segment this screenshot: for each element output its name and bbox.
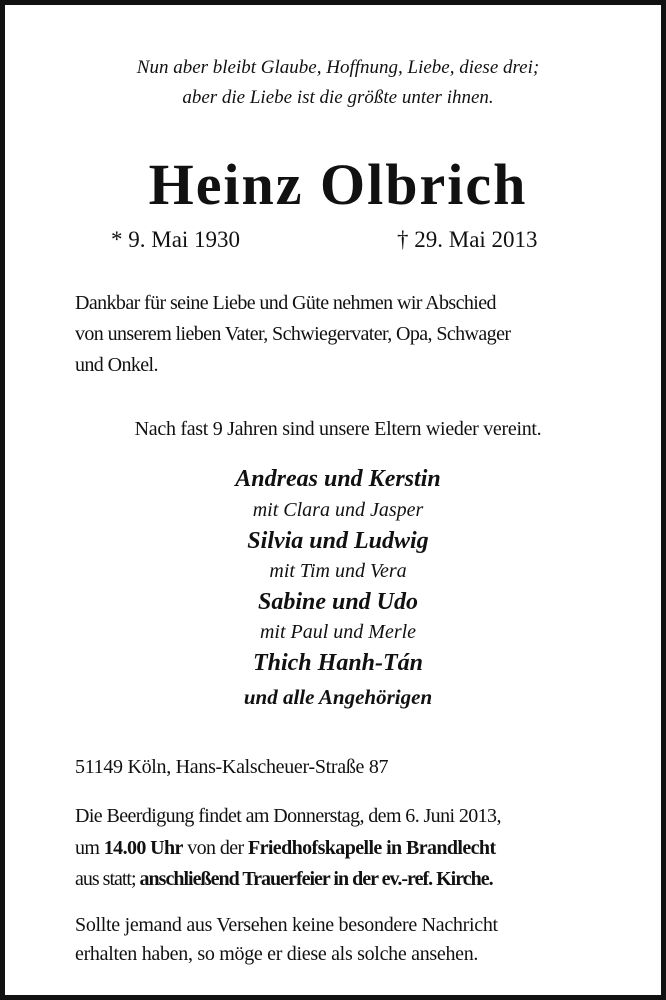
address: 51149 Köln, Hans-Kalscheuer-Straße 87	[75, 756, 389, 778]
family-name-4: Thich Hanh-Tán	[252, 650, 424, 676]
message-line-2: von unserem lieben Vater, Schwiegervater, Opa, Schwager	[75, 323, 511, 345]
motto-line-1: Nun aber bleibt Glaube, Hoffnung, Liebe, diese drei;	[136, 57, 540, 78]
funeral-line-3-pre: aus statt;	[75, 868, 140, 890]
funeral-place: Friedhofskapelle in Brandlecht	[247, 837, 496, 859]
message-line-3: und Onkel.	[75, 354, 158, 376]
family-sub-3: mit Paul und Merle	[259, 621, 417, 643]
notice-line-2: erhalten haben, so möge er diese als solche ansehen.	[75, 943, 479, 965]
notice-line-1: Sollte jemand aus Versehen keine besondere Nachricht	[75, 914, 498, 936]
family-name-1: Andreas und Kerstin	[235, 466, 441, 492]
funeral-service: anschließend Trauerfeier in der ev.-ref. Kirche.	[139, 868, 493, 890]
deceased-name: Heinz Olbrich	[148, 152, 528, 217]
message-line-1: Dankbar für seine Liebe und Güte nehmen wir Abschied	[75, 292, 496, 314]
reunited-text: Nach fast 9 Jahren sind unsere Eltern wieder vereint.	[134, 418, 542, 440]
funeral-line-2	[75, 837, 496, 860]
motto-line-2: aber die Liebe ist die größte unter ihnen.	[182, 87, 494, 108]
funeral-line-1: Die Beerdigung findet am Donnerstag, dem 6. Juni 2013,	[75, 805, 501, 827]
relatives-text: und alle Angehörigen	[243, 685, 433, 709]
funeral-line-2-pre: um	[75, 837, 104, 859]
funeral-line-2-mid: von der	[182, 837, 248, 859]
family-sub-1: mit Clara und Jasper	[252, 499, 424, 521]
family-name-2: Silvia und Ludwig	[247, 528, 429, 554]
family-sub-2: mit Tim und Vera	[269, 560, 407, 582]
funeral-time: 14.00 Uhr	[103, 837, 183, 859]
birth-date: * 9. Mai 1930	[111, 227, 241, 252]
funeral-line-3	[75, 868, 493, 891]
death-date: † 29. Mai 2013	[397, 227, 538, 252]
family-name-3: Sabine und Udo	[257, 589, 419, 615]
